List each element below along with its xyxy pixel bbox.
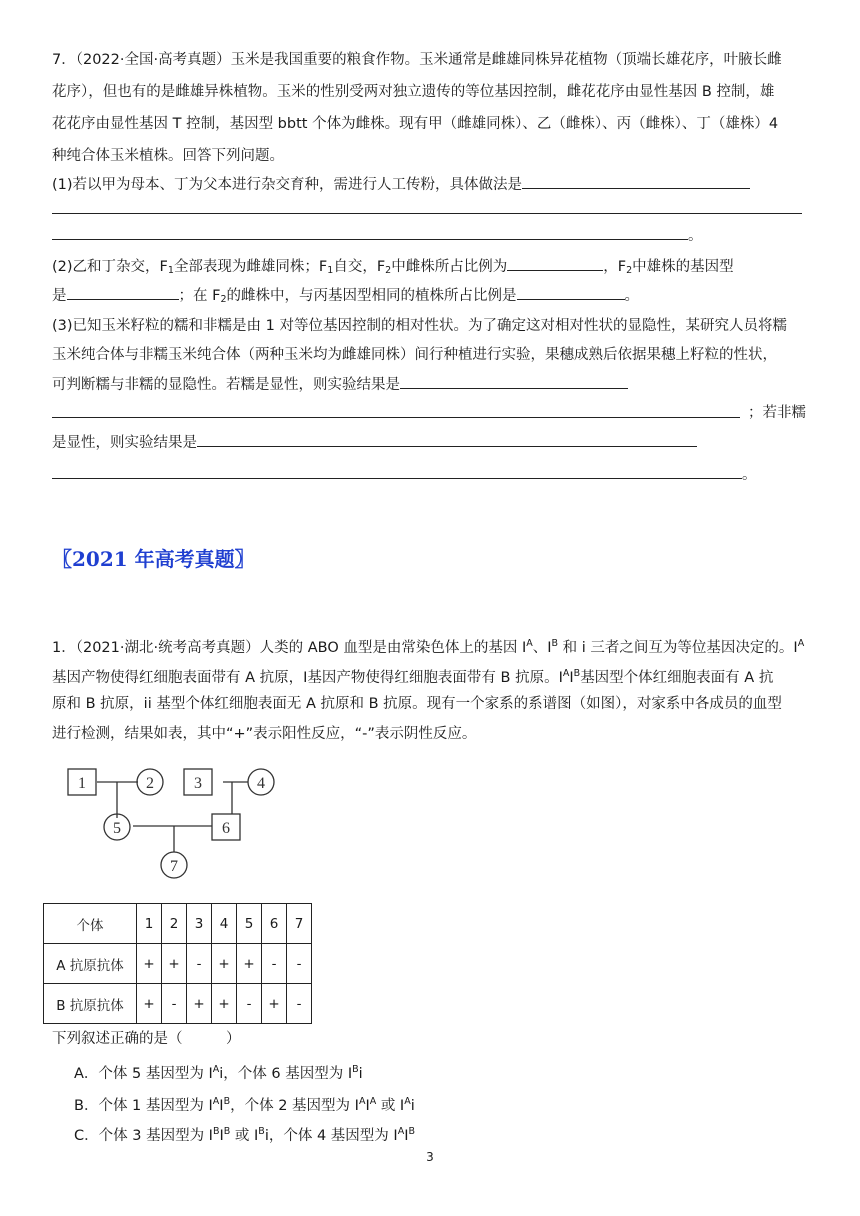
text: A．个体 5 基因型为 I xyxy=(74,1066,213,1082)
superscript: B xyxy=(352,1064,359,1075)
option-a[interactable] xyxy=(74,1060,363,1084)
text: 自交，F xyxy=(333,259,386,275)
period: 。 xyxy=(624,288,639,304)
text: I xyxy=(219,1098,224,1114)
q7-line-2: 花序），但也有的是雌雄异株植物。玉米的性别受两对独立遗传的等位基因控制，雌花花序由显性基因 B 控制，雄 xyxy=(52,84,775,100)
superscript: B xyxy=(258,1126,265,1137)
text: 的雌株中，与丙基因型相同的植株所占比例是 xyxy=(226,288,517,304)
table-header-cell: 1 xyxy=(137,904,162,944)
table-cell: - xyxy=(287,984,312,1024)
subscript: 1 xyxy=(327,265,334,276)
subscript: 2 xyxy=(385,265,392,276)
table-row xyxy=(44,944,312,984)
superscript: A xyxy=(369,1096,377,1107)
subscript: 2 xyxy=(626,265,633,276)
superscript: B xyxy=(551,638,559,649)
text: 基因型个体红细胞表面有 A 抗 xyxy=(580,670,774,686)
text: 是 xyxy=(52,288,67,304)
table-cell: + xyxy=(162,944,187,984)
member-6-label: 6 xyxy=(222,820,230,837)
table-cell: - xyxy=(287,944,312,984)
table-cell: - xyxy=(237,984,262,1024)
period: 。 xyxy=(688,228,703,244)
text: 1．（2021·湖北·统考高考真题）人类的 ABO 血型是由常染色体上的基因 I xyxy=(52,640,527,656)
text: 全部表现为雌雄同株；F xyxy=(173,259,328,275)
text: I xyxy=(404,1128,409,1144)
row-label: B 抗原抗体 xyxy=(44,984,137,1024)
page-number: 3 xyxy=(426,1150,434,1164)
superscript: B xyxy=(573,668,581,679)
section-heading: 〖2021 年高考真题〗 xyxy=(52,547,255,571)
text: B．个体 1 基因型为 I xyxy=(74,1098,213,1114)
table-header-cell: 4 xyxy=(212,904,237,944)
option-b[interactable] xyxy=(74,1092,415,1116)
question-prompt: 下列叙述正确的是（ ） xyxy=(52,1031,241,1047)
table-cell: - xyxy=(162,984,187,1024)
answer-blank[interactable] xyxy=(400,374,628,389)
superscript: A xyxy=(404,1096,411,1107)
text: ，个体 2 基因型为 I xyxy=(230,1098,359,1114)
superscript: A xyxy=(358,1096,366,1107)
superscript: B xyxy=(212,1126,220,1137)
answer-blank[interactable] xyxy=(197,432,697,447)
superscript: A xyxy=(212,1096,220,1107)
q1-line-2: 基因产物使得红细胞表面带有 A 抗原，I基因产物使得红细胞表面带有 B 抗原。$I^AI^B$基因型个体红细胞表面有 A 抗 xyxy=(52,668,774,686)
period: 。 xyxy=(742,467,757,483)
q1-line-3: 原和 B 抗原，ii 基型个体红细胞表面无 A 抗原和 B 抗原。现有一个家系的系谱图（如图），对家系中各成员的血型 xyxy=(52,696,782,712)
q7-part-3-cont: ；若非糯 xyxy=(748,405,806,421)
text: ；在 F xyxy=(178,288,221,304)
text: ，F xyxy=(603,259,627,275)
q7-part-2 xyxy=(52,256,734,281)
member-5-label: 5 xyxy=(113,820,121,837)
member-1-label: 1 xyxy=(78,775,86,792)
superscript: A xyxy=(797,638,805,649)
answer-line[interactable] xyxy=(52,417,740,418)
q7-part-3-line-3 xyxy=(52,374,628,395)
row-label: A 抗原抗体 xyxy=(44,944,137,984)
q7-part-3-line-2: 玉米纯合体与非糯玉米纯合体（两种玉米均为雌雄同株）间行种植进行实验，果穗成熟后依据果穗上籽粒的性状， xyxy=(52,347,777,363)
q7-part-1 xyxy=(52,174,750,195)
answer-line[interactable] xyxy=(52,478,742,479)
q7-part-2-cont xyxy=(52,285,639,310)
text: 基因产物使得红细胞表面带有 A 抗原，I xyxy=(52,670,308,686)
member-7-label: 7 xyxy=(170,858,178,875)
q7-line-3: 花花序由显性基因 T 控制，基因型 bbtt 个体为雌株。现有甲（雌雄同株）、乙（雌株）、丙（雌株）、丁（雄株）4 xyxy=(52,116,779,132)
superscript: A xyxy=(397,1126,405,1137)
table-header-cell: 3 xyxy=(187,904,212,944)
table-header-cell: 7 xyxy=(287,904,312,944)
text: 或 I xyxy=(230,1128,259,1144)
superscript: A xyxy=(562,668,570,679)
q1-line-1 xyxy=(52,634,804,658)
subscript: 1 xyxy=(167,265,174,276)
text: i，个体 6 基因型为 I xyxy=(219,1066,353,1082)
table-cell: + xyxy=(187,984,212,1024)
text: 、I xyxy=(532,640,552,656)
text: 或 I xyxy=(376,1098,405,1114)
option-c[interactable] xyxy=(74,1122,415,1146)
table-cell: - xyxy=(187,944,212,984)
text: 基因产物使得红细胞表面带有 B 抗原。I xyxy=(307,670,563,686)
q7-part-3-line-1: (3)已知玉米籽粒的糯和非糯是由 1 对等位基因控制的相对性状。为了确定这对相对性状的显隐性，某研究人员将糯 xyxy=(52,318,787,334)
q7-line-4: 种纯合体玉米植株。回答下列问题。 xyxy=(52,148,284,164)
text: i，个体 4 基因型为 I xyxy=(264,1128,398,1144)
pedigree-diagram xyxy=(60,758,290,888)
q7-part-3-line-5 xyxy=(52,432,697,453)
table-cell: + xyxy=(212,984,237,1024)
superscript: B xyxy=(223,1126,231,1137)
text: i xyxy=(358,1066,363,1082)
table-header-cell: 2 xyxy=(162,904,187,944)
text: 可判断糯与非糯的显隐性。若糯是显性，则实验结果是 xyxy=(52,377,400,393)
blood-type-table xyxy=(43,903,312,1024)
answer-blank[interactable] xyxy=(517,285,625,300)
table-header-cell: 6 xyxy=(262,904,287,944)
superscript: A xyxy=(212,1064,220,1075)
superscript: B xyxy=(408,1126,415,1137)
superscript: B xyxy=(223,1096,231,1107)
answer-blank[interactable] xyxy=(507,256,603,271)
text: I xyxy=(365,1098,370,1114)
text: 中雄株的基因型 xyxy=(632,259,734,275)
answer-line[interactable] xyxy=(52,239,688,240)
table-header-row xyxy=(44,904,312,944)
text: i xyxy=(410,1098,415,1114)
answer-line[interactable] xyxy=(52,213,802,214)
table-cell: + xyxy=(237,944,262,984)
table-row xyxy=(44,984,312,1024)
subscript: 2 xyxy=(220,294,227,305)
superscript: A xyxy=(526,638,533,649)
q7-part-1-text: (1)若以甲为母本、丁为父本进行杂交育种，需进行人工传粉，具体做法是 xyxy=(52,177,523,193)
text: C．个体 3 基因型为 I xyxy=(74,1128,213,1144)
member-4-label: 4 xyxy=(257,775,265,792)
q1-line-4: 进行检测，结果如表，其中“+”表示阳性反应，“-”表示阴性反应。 xyxy=(52,726,477,742)
table-header-cell: 5 xyxy=(237,904,262,944)
answer-blank[interactable] xyxy=(522,174,750,189)
text: (2)乙和丁杂交，F xyxy=(52,259,168,275)
text: I xyxy=(219,1128,224,1144)
table-cell: - xyxy=(262,944,287,984)
answer-blank[interactable] xyxy=(67,285,179,300)
text: 和 i 三者之间互为等位基因决定的。I xyxy=(558,640,798,656)
text: 是显性，则实验结果是 xyxy=(52,435,197,451)
table-cell: + xyxy=(212,944,237,984)
table-cell: + xyxy=(137,984,162,1024)
table-cell: + xyxy=(262,984,287,1024)
member-2-label: 2 xyxy=(146,775,154,792)
member-3-label: 3 xyxy=(194,775,202,792)
q7-line-1: 7．（2022·全国·高考真题）玉米是我国重要的粮食作物。玉米通常是雌雄同株异花植物（顶端长雄花序，叶腋长雌 xyxy=(52,52,782,68)
table-cell: + xyxy=(137,944,162,984)
table-header-cell: 个体 xyxy=(44,904,137,944)
text: 中雌株所占比例为 xyxy=(391,259,508,275)
